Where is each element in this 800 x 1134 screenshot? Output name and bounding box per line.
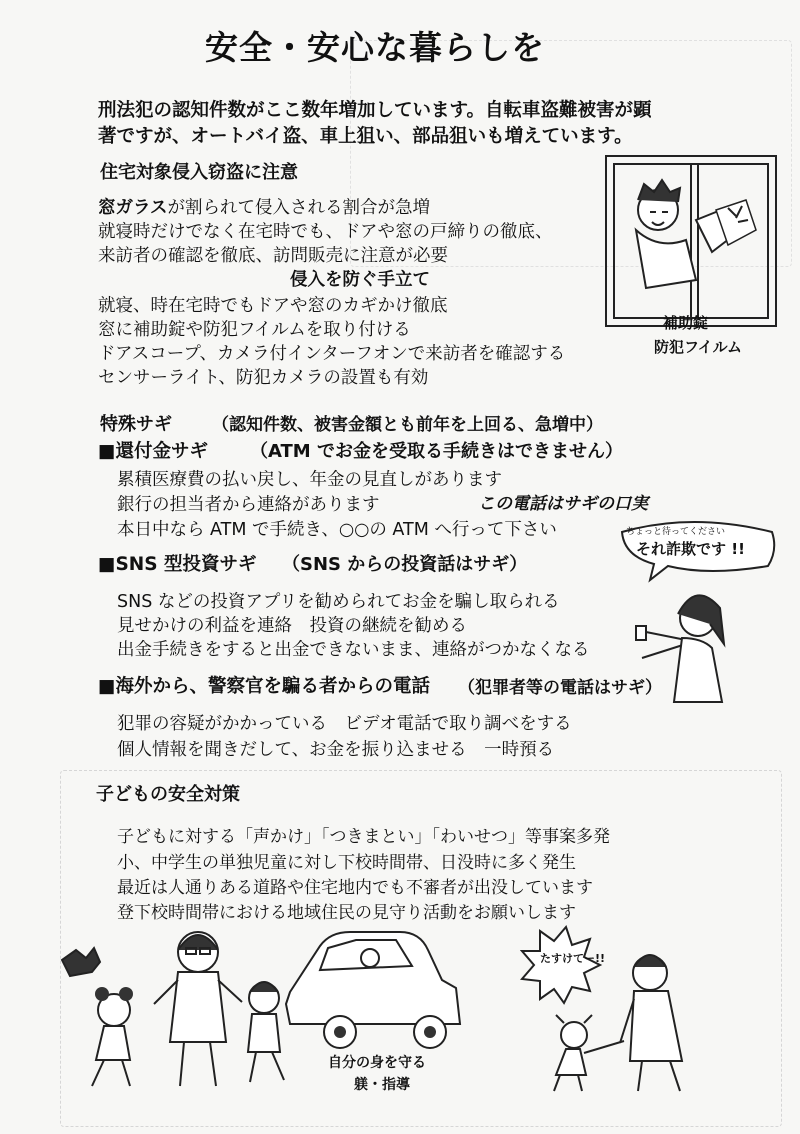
page-title: 安全・安心な暮らしを — [205, 28, 545, 67]
sns-line-1: SNS などの投資アプリを勧められてお金を騙し取られる — [117, 592, 560, 612]
burglary-line-3: 来訪者の確認を徹底、訪問販売に注意が必要 — [98, 246, 448, 266]
sns-scam-note: （SNS からの投資話はサギ） — [282, 554, 528, 575]
child-line-3: 最近は人通りある道路や住宅地内でも不審者が出没しています — [117, 878, 593, 898]
refund-scam-title: ■還付金サギ — [98, 441, 208, 462]
sns-line-2: 見せかけの利益を連絡 投資の継続を勧める — [117, 616, 467, 636]
child-line-2: 小、中学生の単独児童に対し下校時間帯、日没時に多く発生 — [117, 853, 576, 873]
overseas-line-2: 個人情報を聞きだして、お金を振り込ませる 一時預る — [117, 740, 555, 760]
overseas-line-1: 犯罪の容疑がかかっている ビデオ電話で取り調べをする — [117, 714, 572, 734]
help-cry-text: たすけてー!! — [540, 952, 606, 965]
bubble-small-text: ちょっと待ってください — [626, 527, 726, 537]
tip-line-1: 就寝、時在宅時でもドアや窓のカギかけ徹底 — [98, 296, 448, 316]
fraud-heading: 特殊サギ — [100, 414, 172, 435]
refund-line-3: 本日中なら ATM で手続き、○○の ATM へ行って下さい — [117, 520, 557, 540]
burglary-line-2: 就寝時だけでなく在宅時でも、ドアや窓の戸締りの徹底、 — [98, 222, 553, 242]
burglary-line-1 — [98, 194, 430, 219]
caption-protect-self: 自分の身を守る — [328, 1055, 426, 1071]
tip-line-2: 窓に補助錠や防犯フイルムを取り付ける — [98, 320, 411, 340]
tip-line-4: センサーライト、防犯カメラの設置も有効 — [98, 368, 429, 388]
car-illustration — [280, 918, 470, 1050]
lead-line-2: 著ですが、オートバイ盗、車上狙い、部品狙いも増えています。 — [98, 126, 633, 147]
child-line-1: 子どもに対する「声かけ」「つきまとい」「わいせつ」等事案多発 — [117, 827, 610, 847]
sns-line-3: 出金手続きをすると出金できないまま、連絡がつかなくなる — [117, 640, 590, 660]
burglary-line-1-rest: が割られて侵入される割合が急増 — [167, 198, 430, 218]
child-safety-heading: 子どもの安全対策 — [96, 784, 240, 805]
prevent-heading: 侵入を防ぐ手立て — [290, 270, 430, 290]
caption-aux-lock: 補助錠 — [663, 314, 709, 332]
caption-security-film: 防犯フイルム — [654, 338, 743, 356]
caption-guidance: 躾・指導 — [354, 1077, 410, 1093]
refund-line-1: 累積医療費の払い戻し、年金の見直しがあります — [117, 470, 502, 490]
overseas-scam-title: ■海外から、警察官を騙る者からの電話 — [98, 676, 430, 697]
fraud-heading-note: （認知件数、被害金額とも前年を上回る、急増中） — [212, 415, 603, 435]
lead-line-1: 刑法犯の認知件数がここ数年増加しています。自転車盗難被害が顕 — [98, 100, 652, 121]
tip-line-3: ドアスコープ、カメラ付インターフオンで来訪者を確認する — [98, 344, 566, 364]
bubble-big-text: それ詐欺です !! — [636, 540, 745, 558]
overseas-scam-note: （犯罪者等の電話はサギ） — [458, 678, 662, 698]
burglary-heading: 住宅対象侵入窃盗に注意 — [100, 162, 298, 183]
refund-line-2: 銀行の担当者から連絡があります — [117, 495, 380, 515]
refund-scam-note: （ATM でお金を受取る手続きはできません） — [250, 441, 623, 462]
window-glass-emphasis: 窓ガラス — [98, 198, 168, 218]
family-illustration — [60, 920, 290, 1090]
child-line-4: 登下校時間帯における地域住民の見守り活動をお願いします — [117, 903, 576, 923]
sns-scam-title: ■SNS 型投資サギ — [98, 554, 257, 575]
scam-pretext-callout: この電話はサギの口実 — [478, 494, 648, 514]
